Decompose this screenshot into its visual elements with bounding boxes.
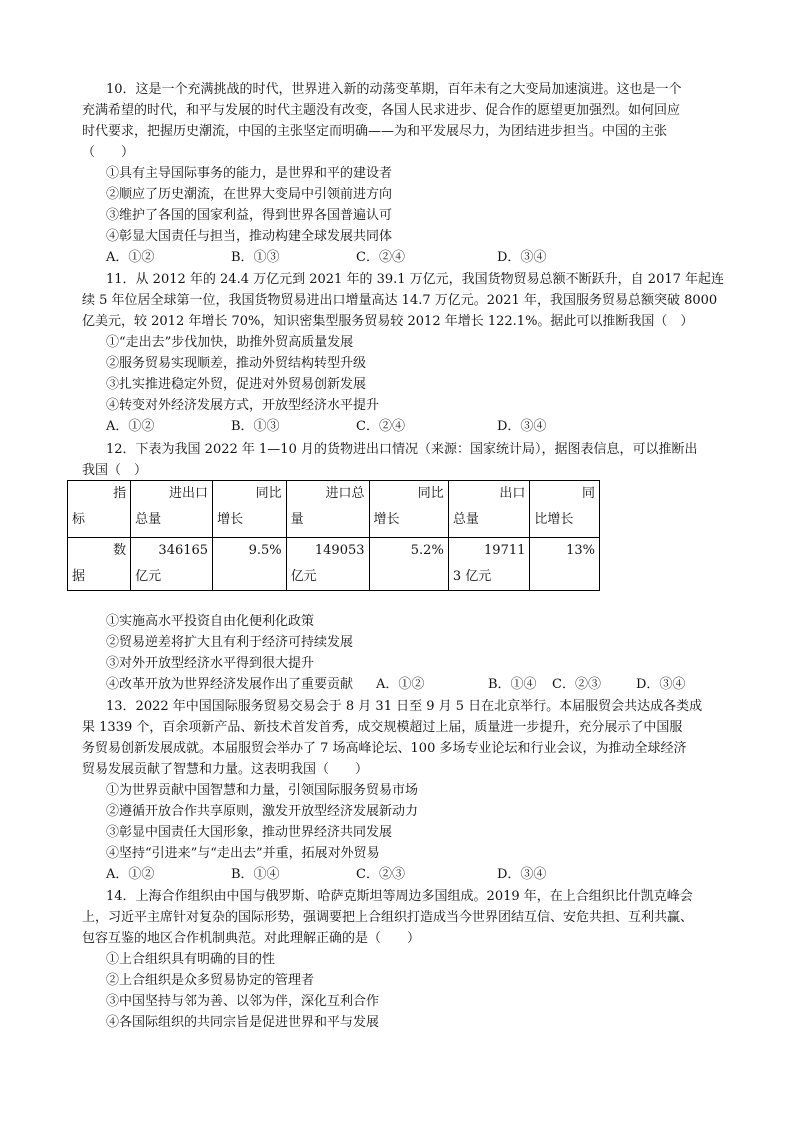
q13-item-3: ③彰显中国责任大国形象，推动世界经济共同发展: [106, 825, 393, 840]
trade-data-table: [67, 480, 600, 591]
q11-choice-c[interactable]: C．②④: [356, 419, 405, 434]
q11-stem-line-1: 11．从 2012 年的 24.4 万亿元到 2021 年的 39.1 万亿元，我国货物贸易总额不断跃升，自 2017 年起连: [106, 272, 725, 287]
q14-stem-line-1: 14．上海合作组织由中国与俄罗斯、哈萨克斯坦等周边多国组成。2019 年，在上合组织比什凯克峰会: [106, 889, 693, 904]
table-header-cell: 同 比增长: [530, 481, 600, 538]
q11-stem-line-2: 续 5 年位居全球第一位，我国货物贸易进出口增量高达 14.7 万亿元。2021 年，我国服务贸易总额突破 8000: [82, 293, 718, 308]
q12-choice-c[interactable]: C．②③: [552, 677, 601, 692]
table-cell: 数 据: [68, 538, 131, 591]
q14-item-1: ①上合组织具有明确的目的性: [106, 952, 276, 967]
q10-item-2: ②顺应了历史潮流，在世界大变局中引领前进方向: [106, 187, 393, 202]
table-header-cell: 进口总 量: [286, 481, 369, 538]
q14-stem-line-3: 包容互鉴的地区合作机制典范。对此理解正确的是（ ）: [82, 931, 421, 946]
q12-stem-line-2: 我国（ ）: [82, 463, 148, 478]
q12-choice-b[interactable]: B．①④: [488, 677, 537, 692]
table-row: [68, 538, 600, 591]
q12-item-4: ④改革开放为世界经济发展作出了重要贡献: [106, 677, 354, 692]
table-cell: 13%: [530, 538, 600, 591]
q11-item-3: ③扎实推进稳定外贸，促进对外贸易创新发展: [106, 377, 367, 392]
q13-stem-line-1: 13．2022 年中国国际服务贸易交易会于 8 月 31 日至 9 月 5 日在北京举行。本届服贸会共达成各类成: [106, 699, 703, 714]
q10-stem-line-3: 时代要求，把握历史潮流，中国的主张坚定而明确——为和平发展尽力，为团结进步担当。中国的主张: [82, 124, 668, 139]
q10-choice-d[interactable]: D．③④: [497, 250, 547, 265]
table-header-cell: 指 标: [68, 481, 131, 538]
q11-choice-b[interactable]: B．①③: [231, 419, 280, 434]
q11-item-1: ①“走出去”步伐加快，助推外贸高质量发展: [106, 335, 354, 350]
table-header-row: [68, 481, 600, 538]
q10-choices: [106, 248, 546, 268]
q10-item-4: ④彰显大国责任与担当，推动构建全球发展共同体: [106, 229, 393, 244]
table-cell: 346165 亿元: [131, 538, 213, 591]
table-header-cell: 同比 增长: [369, 481, 448, 538]
q11-item-2: ②服务贸易实现顺差，推动外贸结构转型升级: [106, 356, 367, 371]
q10-stem-line-4: （ ）: [82, 145, 135, 160]
q12-item-2: ②贸易逆差将扩大且有利于经济可持续发展: [106, 635, 354, 650]
q14-item-3: ③中国坚持与邻为善、以邻为伴，深化互利合作: [106, 994, 380, 1009]
q10-stem-line-2: 充满希望的时代，和平与发展的时代主题没有改变，各国人民求进步、促合作的愿望更加强烈。如何回应: [82, 103, 681, 118]
table-cell: 19711 3 亿元: [448, 538, 530, 591]
q13-choice-c[interactable]: C．②③: [356, 867, 405, 882]
q11-stem-line-3: 亿美元，较 2012 年增长 70%，知识密集型服务贸易较 2012 年增长 122.1%。据此可以推断我国（ ）: [82, 314, 694, 329]
q11-item-4: ④转变对外经济发展方式，开放型经济水平提升: [106, 398, 380, 413]
q13-stem-line-3: 务贸易创新发展成就。本届服贸会举办了 7 场高峰论坛、100 多场专业论坛和行业会议，为推动全球经济: [82, 741, 687, 756]
q14-stem-line-2: 上，习近平主席针对复杂的国际形势，强调要把上合组织打造成当今世界团结互信、安危共担、互利共赢、: [82, 910, 694, 925]
q13-item-4: ④坚持“引进来”与“走出去”并重，拓展对外贸易: [106, 846, 380, 861]
q14-item-4: ④各国际组织的共同宗旨是促进世界和平与发展: [106, 1015, 380, 1030]
table-header-cell: 同比 增长: [213, 481, 287, 538]
q11-choice-d[interactable]: D．③④: [497, 419, 547, 434]
table-header-cell: 出口 总量: [448, 481, 530, 538]
q10-item-3: ③维护了各国的国家利益，得到世界各国普遍认可: [106, 208, 393, 223]
q11-choice-a[interactable]: A．①②: [106, 419, 155, 434]
table-cell: 5.2%: [369, 538, 448, 591]
table-header-cell: 进出口 总量: [131, 481, 213, 538]
q10-choice-b[interactable]: B．①③: [231, 250, 280, 265]
q10-choice-c[interactable]: C．②④: [356, 250, 405, 265]
q11-choices: [106, 417, 546, 437]
table-cell: 149053 亿元: [286, 538, 369, 591]
q13-choices: [106, 865, 546, 885]
q14-item-2: ②上合组织是众多贸易协定的管理者: [106, 973, 315, 988]
q10-stem-line-1: 10．这是一个充满挑战的时代，世界进入新的动荡变革期，百年未有之大变局加速演进。这也是一个: [106, 82, 682, 97]
q12-choice-d[interactable]: D．③④: [636, 677, 686, 692]
q12-item-1: ①实施高水平投资自由化便利化政策: [106, 614, 315, 629]
q12-stem-line-1: 12．下表为我国 2022 年 1—10 月的货物进出口情况（来源：国家统计局），据图表信息，可以推断出: [106, 442, 698, 457]
q10-choice-a[interactable]: A．①②: [106, 250, 155, 265]
table-cell: 9.5%: [213, 538, 287, 591]
q13-choice-d[interactable]: D．③④: [497, 867, 547, 882]
q13-choice-a[interactable]: A．①②: [106, 867, 155, 882]
q13-item-1: ①为世界贡献中国智慧和力量，引领国际服务贸易市场: [106, 783, 419, 798]
q12-choice-a[interactable]: A．①②: [376, 677, 425, 692]
q13-item-2: ②遵循开放合作共享原则，激发开放型经济发展新动力: [106, 804, 419, 819]
q13-stem-line-2: 果 1339 个，百余项新产品、新技术首发首秀，成交规模超过上届，质量进一步提升，充分展示了中国服: [82, 720, 683, 735]
q10-item-1: ①具有主导国际事务的能力，是世界和平的建设者: [106, 166, 393, 181]
q12-item-4-with-choices: [106, 675, 685, 695]
q13-choice-b[interactable]: B．①④: [231, 867, 280, 882]
q13-stem-line-4: 贸易发展贡献了智慧和力量。这表明我国（ ）: [82, 762, 369, 777]
q12-item-3: ③对外开放型经济水平得到很大提升: [106, 656, 315, 671]
